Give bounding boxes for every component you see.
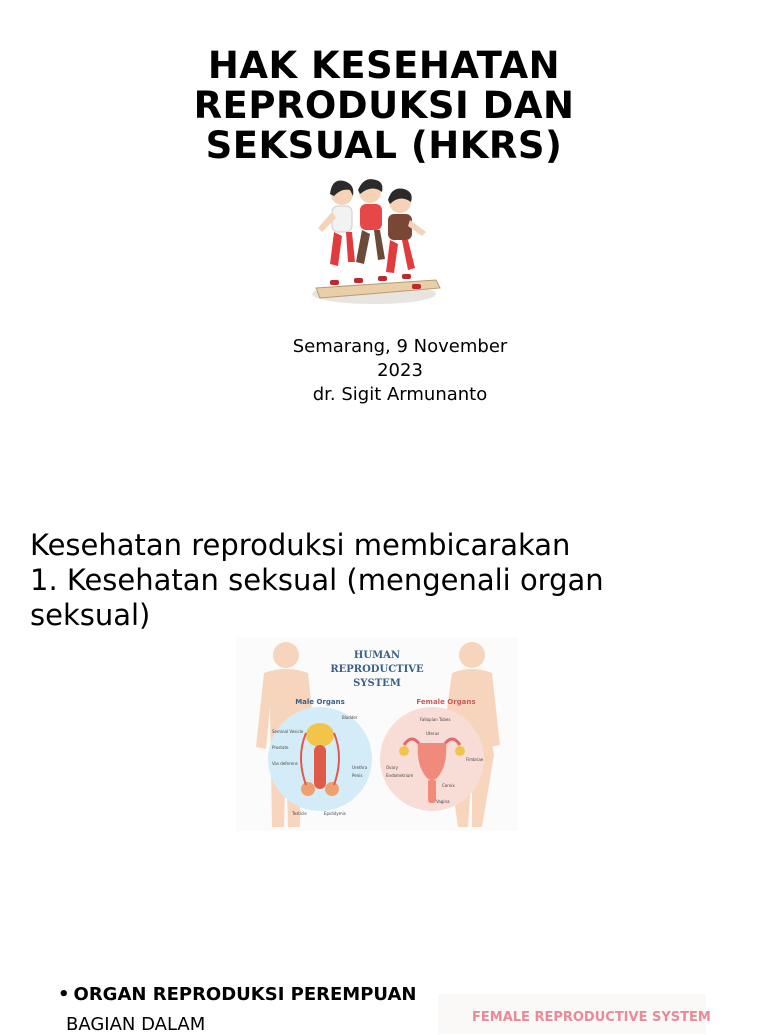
male-label-penis: Penis [352,773,363,778]
subtitle-place-date: Semarang, 9 November [292,336,508,357]
female-label-vagina: Vagina [436,799,450,804]
diagram-title-line-1: HUMAN [353,650,401,661]
diagram-title-line-2: REPRODUCTIVE [330,664,424,675]
female-organs-heading: Female Organs [416,698,476,706]
female-reproductive-system-image [438,994,711,1034]
diagram-title-line-3: SYSTEM [353,678,401,689]
sub-item-inner-part: BAGIAN DALAM [66,1014,206,1035]
slide-title-heading [84,46,684,166]
female-label-fallopian-tubes: Fallopian Tubes [420,717,451,722]
female-label-uterus: Uterus [426,731,440,736]
subtitle-year: 2023 [377,360,423,381]
male-label-prostate: Prostate [272,745,289,750]
slide-subtitle [250,335,550,407]
male-organs-heading: Male Organs [295,698,345,706]
female-image-title: FEMALE REPRODUCTIVE SYSTEM [472,1010,711,1025]
bullet-female-reproductive-organs [58,984,416,1005]
female-label-cervix: Cervix [442,783,455,788]
slide-2-body-text [30,528,750,633]
male-label-epididymis: Epididymis [324,811,346,816]
male-label-vas-deferens: Vas deferens [272,761,298,766]
kids-teamwork-illustration [308,176,444,314]
female-label-fimbriae: Fimbriae [466,757,484,762]
title-line-3: SEKSUAL (HKRS) [205,124,563,167]
male-label-testicle: Testicle [292,811,307,816]
body-line-2: 1. Kesehatan seksual (mengenali organ [30,563,604,597]
bullet-text: ORGAN REPRODUKSI PEREMPUAN [73,984,417,1005]
female-label-ovary: Ovary [386,765,398,770]
body-line-3: seksual) [30,598,151,632]
female-label-endometrium: Endometrium [386,773,414,778]
human-reproductive-system-diagram [236,637,518,831]
male-label-seminal-vesicle: Seminal Vesicle [272,729,304,734]
male-label-urethra: Urethra [352,765,368,770]
body-line-1: Kesehatan reproduksi membicarakan [30,528,571,562]
slide-title [0,0,768,500]
bullet-dot: • [58,984,70,1005]
title-line-1: HAK KESEHATAN [207,44,561,87]
subtitle-author: dr. Sigit Armunanto [312,384,488,405]
male-label-bladder: Bladder [342,715,358,720]
title-line-2: REPRODUKSI DAN [193,84,575,127]
